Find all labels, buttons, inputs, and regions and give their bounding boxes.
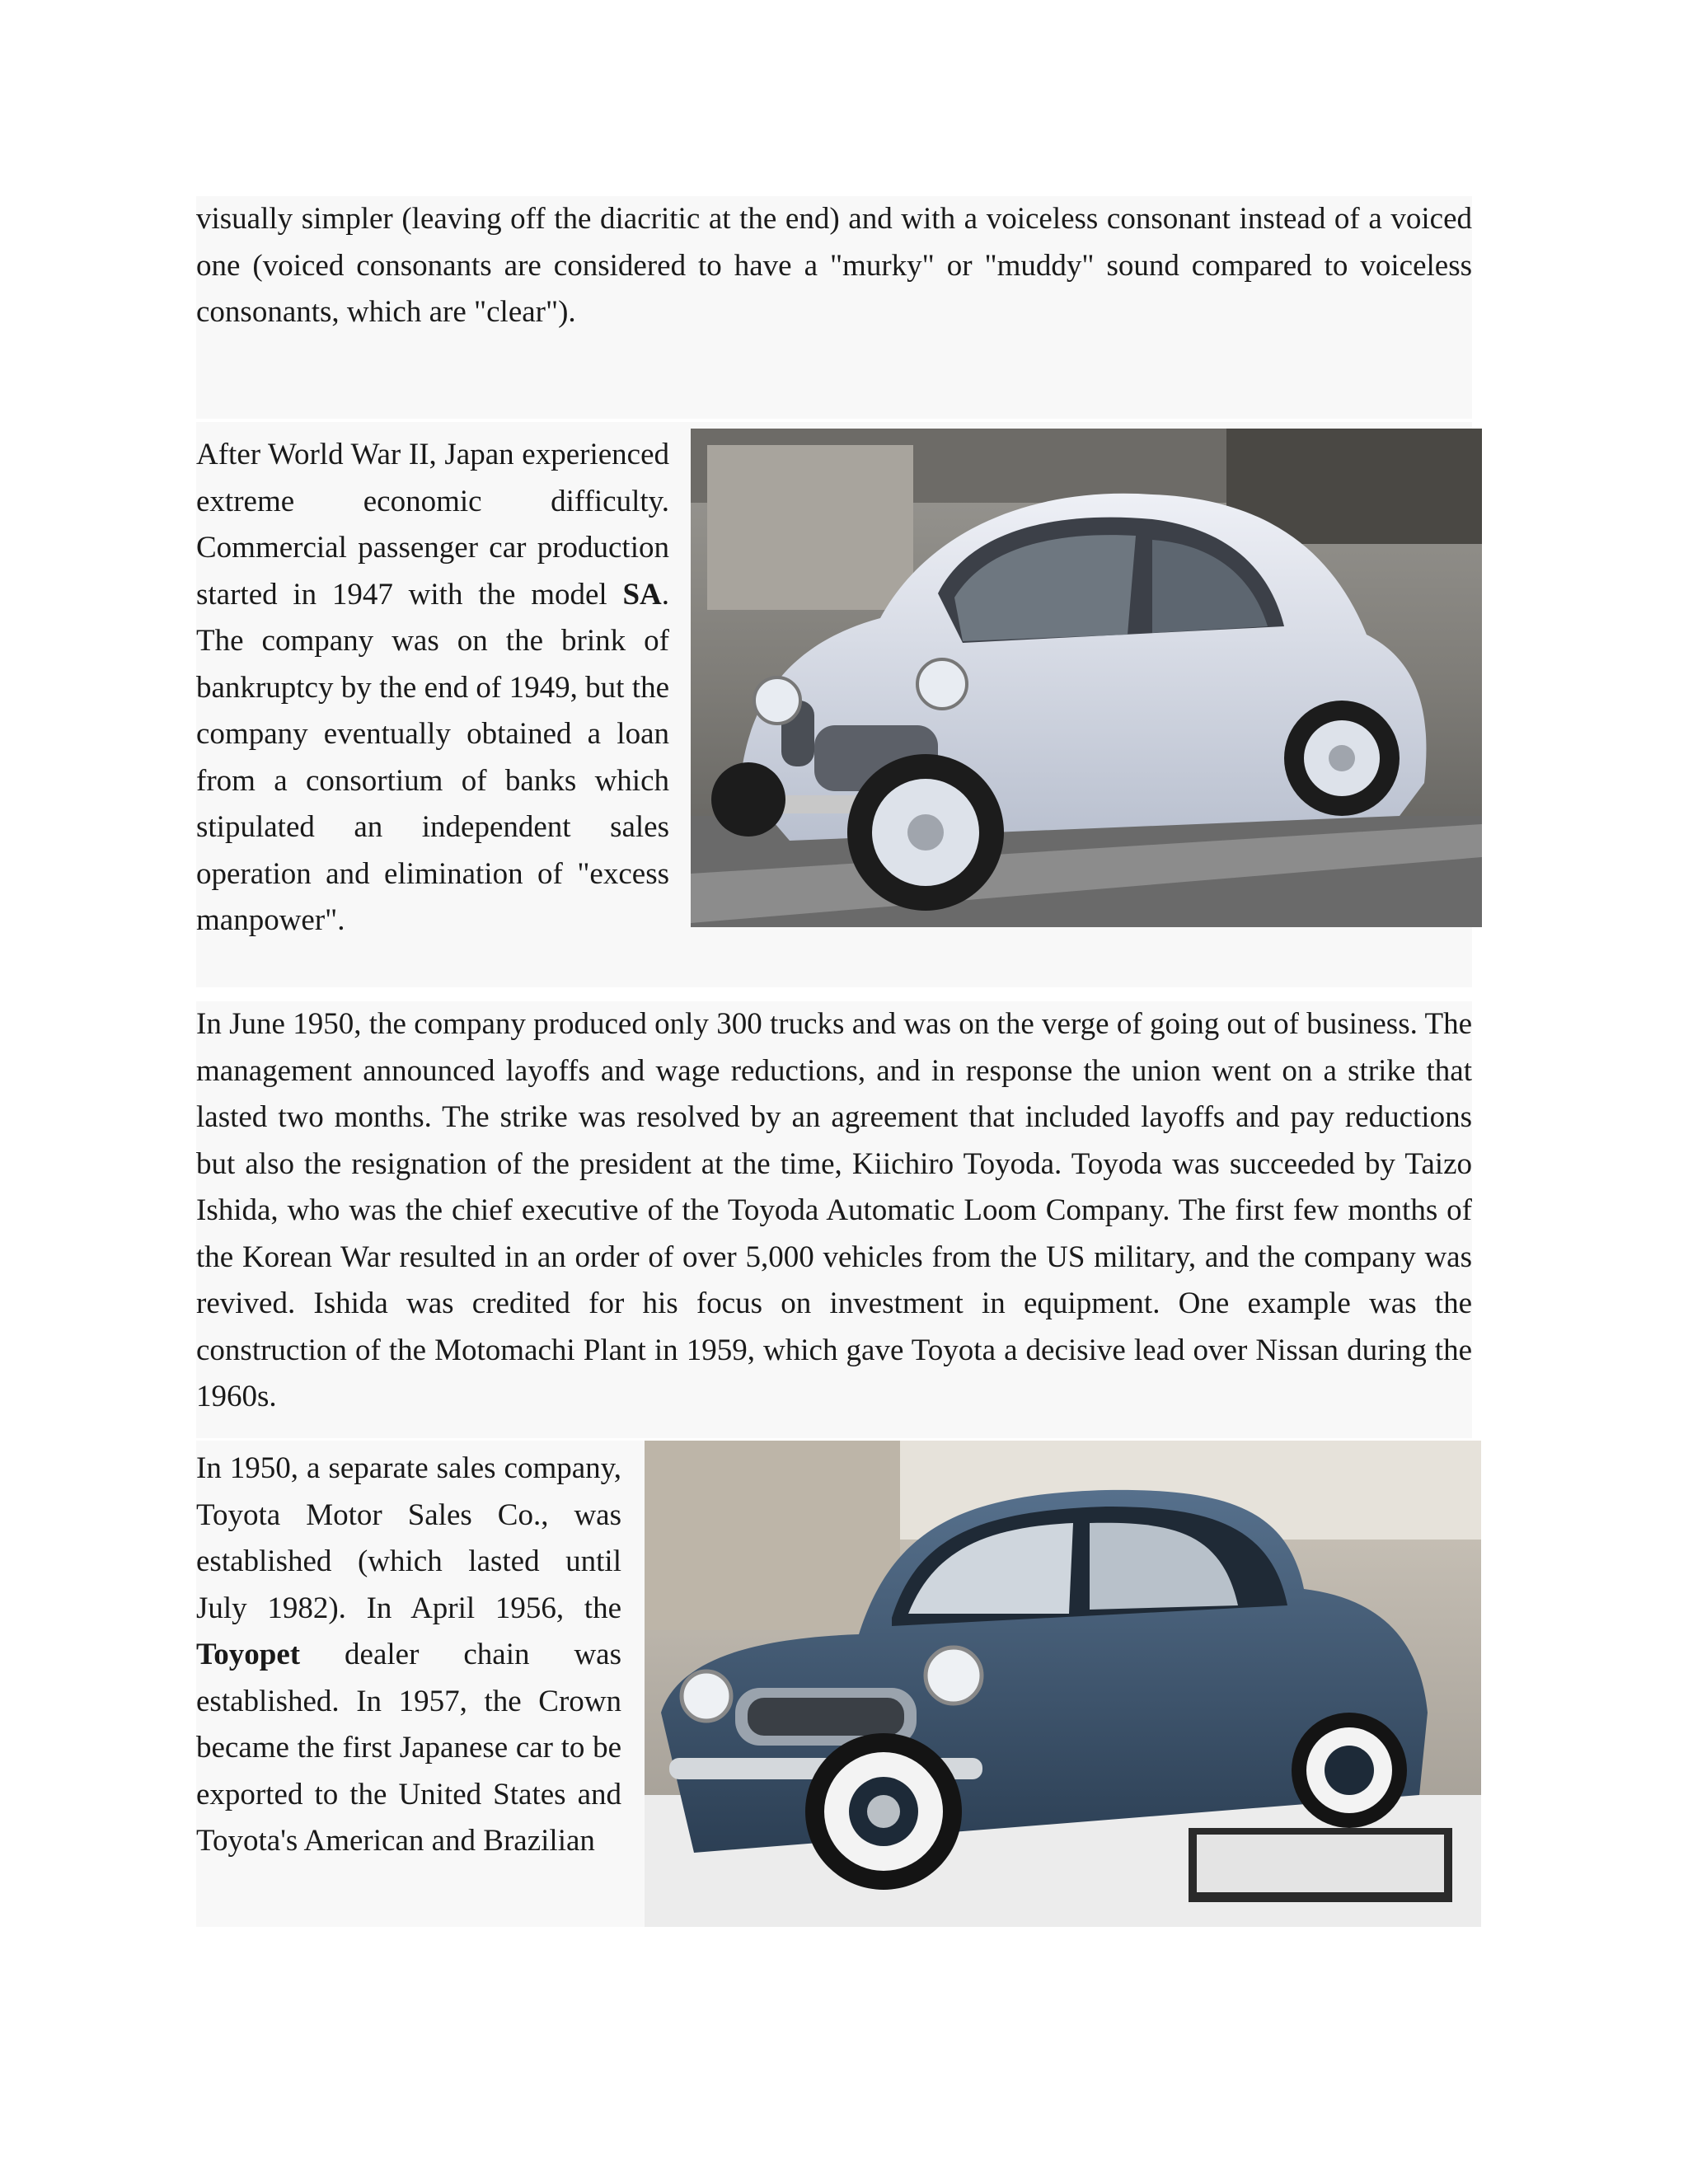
sales-paragraph: In 1950, a separate sales company, Toyota Motor Sales Co., was established (which lasted until July 1982). In April 1956, the Toyopet dealer chain was established. In 1957, the Crown became the first Japanese car to be exported to the United States and Toyota's American and Brazilian	[196, 1451, 621, 1858]
intro-paragraph-block	[196, 196, 1472, 419]
toyopet-crown-photo	[645, 1441, 1481, 1927]
toyota-sa-photo	[691, 429, 1482, 927]
intro-paragraph: visually simpler (leaving off the diacritic at the end) and with a voiceless consonant instead of a voiced one (voiced consonants are considered to have a "murky" or "muddy" sound compared to voiceless consonants, which are "clear").	[196, 202, 1472, 329]
strike-paragraph: In June 1950, the company produced only 300 trucks and was on the verge of going out of business. The management announced layoffs and wage reductions, and in response the union went on a strike that lasted two months. The strike was resolved by an agreement that included layoffs and pay reductions but also the resignation of the president at the time, Kiichiro Toyoda. Toyoda was succeeded by Taizo Ishida, who was the chief executive of the Toyoda Automatic Loom Company. The first few months of the Korean War resulted in an order of over 5,000 vehicles from the US military, and the company was revived. Ishida was credited for his focus on investment in equipment. One example was the construction of the Motomachi Plant in 1959, which gave Toyota a decisive lead over Nissan during the 1960s.	[196, 1007, 1472, 1413]
postwar-paragraph: After World War II, Japan experienced extreme economic difficulty. Commercial passenger car production started in 1947 with the model SA. The company was on the brink of bankruptcy by the end of 1949, but the company eventually obtained a loan from a consortium of banks which stipulated an independent sales operation and elimination of "excess manpower".	[196, 438, 669, 937]
postwar-section	[196, 422, 1472, 987]
toyopet-bold: Toyopet	[196, 1638, 301, 1671]
model-sa-bold: SA	[622, 577, 662, 612]
document-page	[196, 0, 1472, 2184]
sales-section	[196, 1441, 1472, 1927]
strike-section	[196, 1001, 1472, 1438]
